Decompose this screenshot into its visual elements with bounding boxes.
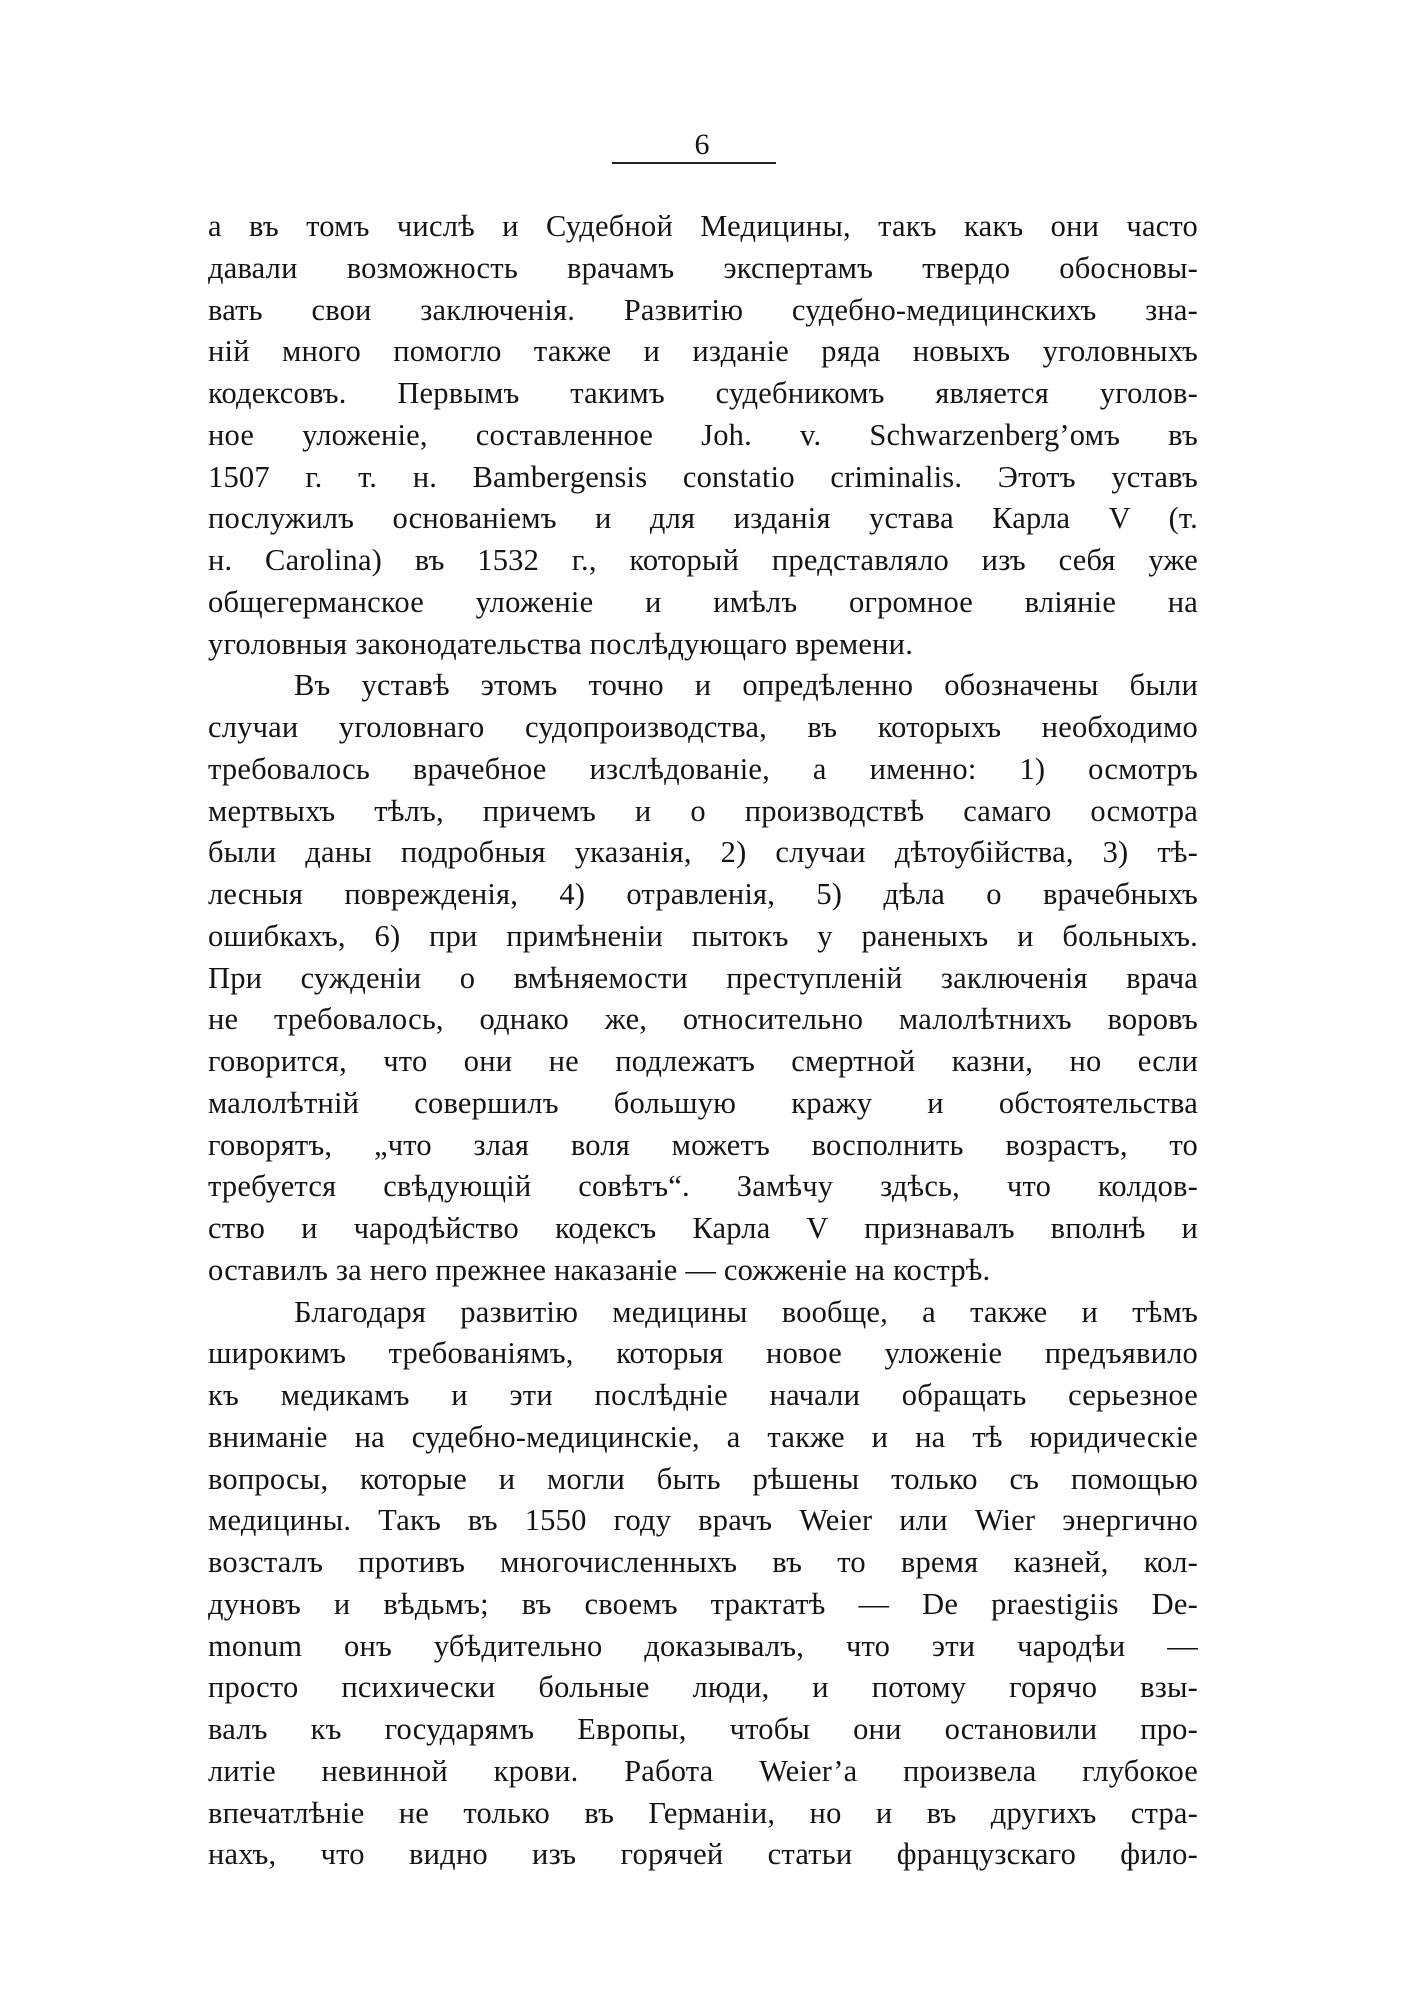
text-line: monum онъ убѣдительно доказывалъ, что эти чародѣи — bbox=[208, 1628, 1198, 1663]
text-line: требовалось врачебное изслѣдованіе, а именно: 1) осмотръ bbox=[208, 751, 1198, 786]
text-line: а въ томъ числѣ и Судебной Медицины, такъ какъ они часто bbox=[208, 209, 1198, 243]
text-line: вниманіе на судебно-медицинскіе, а также и на тѣ юридическіе bbox=[208, 1419, 1198, 1454]
text-line: дуновъ и вѣдьмъ; въ своемъ трактатѣ — De praestigiis De- bbox=[208, 1586, 1198, 1621]
text-line: валъ къ государямъ Европы, чтобы они остановили про- bbox=[208, 1712, 1198, 1746]
text-line: были даны подробныя указанія, 2) случаи дѣтоубійства, 3) тѣ- bbox=[208, 835, 1198, 870]
text-line: лесныя поврежденія, 4) отравленія, 5) дѣла о врачебныхъ bbox=[208, 877, 1198, 911]
text-line: ошибкахъ, 6) при примѣненіи пытокъ у раненыхъ и больныхъ. bbox=[208, 918, 1198, 953]
body-text bbox=[208, 206, 1198, 1876]
text-line: вопросы, которые и могли быть рѣшены только съ помощью bbox=[208, 1461, 1198, 1496]
text-line: не требовалось, однако же, относительно малолѣтнихъ воровъ bbox=[208, 1002, 1198, 1037]
text-line: общегерманское уложеніе и имѣлъ огромное вліяніе на bbox=[208, 584, 1198, 619]
text-line: послужилъ основаніемъ и для изданія устава Карла V (т. bbox=[208, 501, 1198, 536]
text-line: нахъ, что видно изъ горячей статьи французскаго фило- bbox=[208, 1837, 1198, 1872]
text-line: говорится, что они не подлежатъ смертной казни, но если bbox=[208, 1044, 1198, 1078]
text-line: мертвыхъ тѣлъ, причемъ и о производствѣ самаго осмотра bbox=[208, 793, 1198, 828]
text-line: ній много помогло также и изданіе ряда новыхъ уголовныхъ bbox=[208, 334, 1198, 369]
header-rule bbox=[612, 162, 776, 164]
paragraph-1 bbox=[208, 206, 1198, 665]
text-line: уголовныя законодательства послѣдующаго времени. bbox=[208, 626, 914, 661]
text-line: 1507 г. т. н. Bambergensis constatio criminalis. Этотъ уставъ bbox=[208, 459, 1198, 494]
text-line: возсталъ противъ многочисленныхъ въ то время казней, кол- bbox=[208, 1545, 1198, 1579]
text-line: н. Carolina) въ 1532 г., который представляло изъ себя уже bbox=[208, 543, 1198, 577]
text-line: медицины. Такъ въ 1550 году врачъ Weier или Wier энергично bbox=[208, 1503, 1198, 1538]
text-line: кодексовъ. Первымъ такимъ судебникомъ является уголов- bbox=[208, 376, 1198, 410]
text-line: ство и чародѣйство кодексъ Карла V признавалъ вполнѣ и bbox=[208, 1211, 1198, 1245]
text-line: впечатлѣніе не только въ Германіи, но и въ другихъ стра- bbox=[208, 1795, 1198, 1830]
paragraph-3 bbox=[208, 1292, 1198, 1877]
text-line: просто психически больные люди, и потому горячо взы- bbox=[208, 1670, 1198, 1705]
text-line: оставилъ за него прежнее наказаніе — сожженіе на кострѣ. bbox=[208, 1252, 991, 1287]
text-line: ное уложеніе, составленное Joh. v. Schwarzenberg’омъ въ bbox=[208, 417, 1198, 452]
text-line: требуется свѣдующій совѣтъ“. Замѣчу здѣсь, что колдов- bbox=[208, 1169, 1198, 1204]
text-line: малолѣтній совершилъ большую кражу и обстоятельства bbox=[208, 1085, 1198, 1120]
text-line: случаи уголовнаго судопроизводства, въ которыхъ необходимо bbox=[208, 710, 1198, 744]
paragraph-2 bbox=[208, 665, 1198, 1291]
text-line: широкимъ требованіямъ, которыя новое уложеніе предъявило bbox=[208, 1336, 1198, 1371]
text-line: говорятъ, „что злая воля можетъ восполнить возрастъ, то bbox=[208, 1127, 1198, 1162]
text-line: При сужденіи о вмѣняемости преступленій заключенія врача bbox=[208, 960, 1198, 995]
text-line: Въ уставѣ этомъ точно и опредѣленно обозначены были bbox=[294, 668, 1198, 703]
text-line: вать свои заключенія. Развитію судебно-медицинскихъ зна- bbox=[208, 292, 1198, 327]
text-line: къ медикамъ и эти послѣдніе начали обращать серьезное bbox=[208, 1378, 1198, 1412]
page-number: 6 bbox=[694, 128, 710, 161]
text-line: давали возможность врачамъ экспертамъ твердо обосновы- bbox=[208, 250, 1198, 285]
text-line: Благодаря развитію медицины вообще, а также и тѣмъ bbox=[294, 1294, 1198, 1329]
text-line: литіе невинной крови. Работа Weier’а произвела глубокое bbox=[208, 1753, 1198, 1788]
